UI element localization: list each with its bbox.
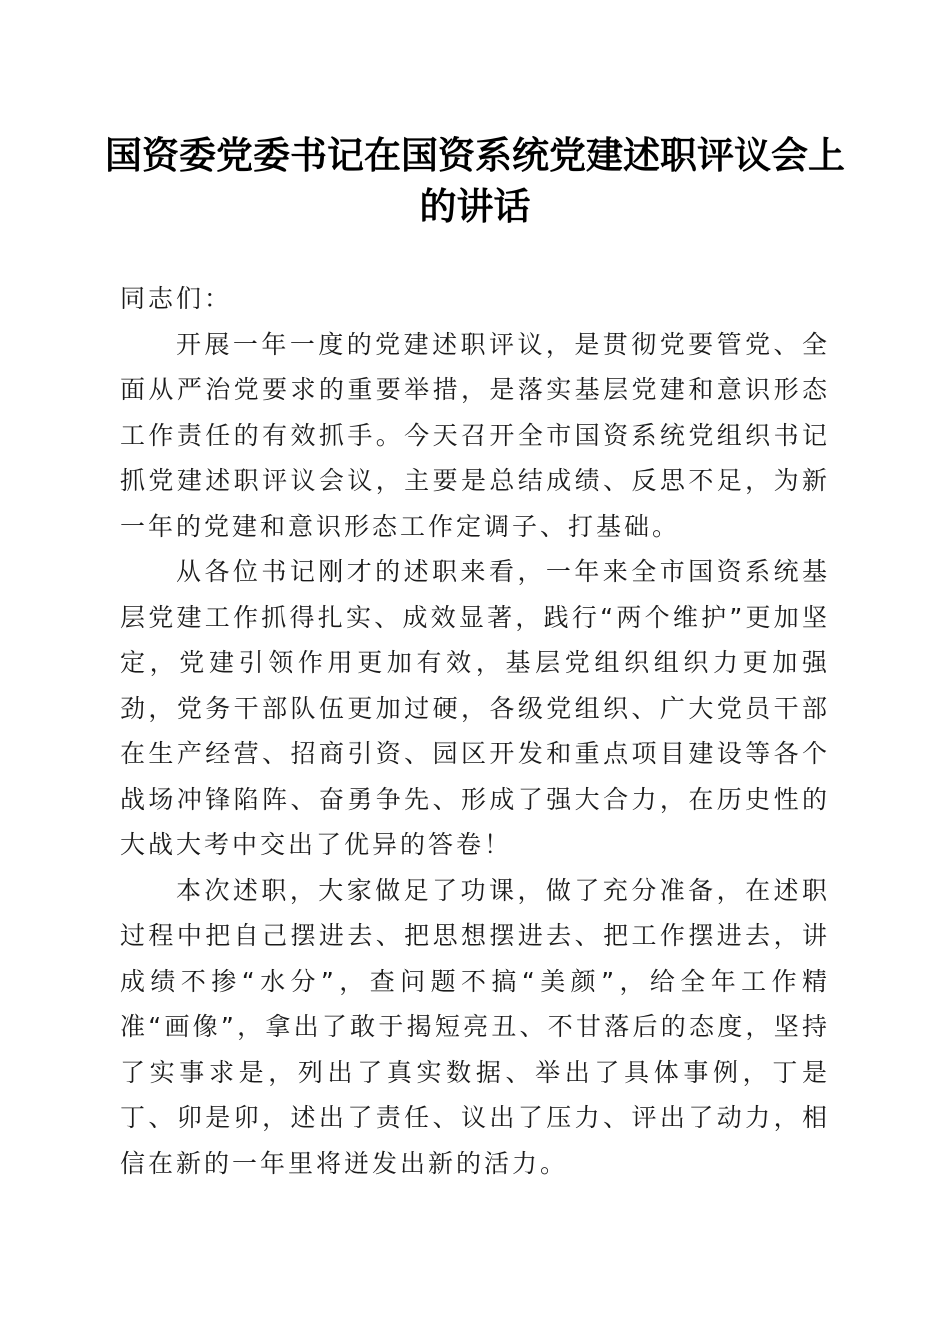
paragraph-1: 开展一年一度的党建述职评议，是贯彻党要管党、全面从严治党要求的重要举措，是落实基层党建和意识形态工作责任的有效抓手。今天召开全市国资系统党组织书记抓党建述职评议会议，主要是总结成绩、反思不足，为新一年的党建和意识形态工作定调子、打基础。 bbox=[120, 329, 830, 541]
title-line-1: 国资委党委书记在国资系统党建述职评议会上 bbox=[105, 133, 845, 177]
document-body bbox=[120, 276, 830, 1186]
document-title bbox=[100, 130, 850, 232]
paragraph-3: 本次述职，大家做足了功课，做了充分准备，在述职过程中把自己摆进去、把思想摆进去、把工作摆进去，讲成绩不掺“水分”，查问题不搞“美颜”，给全年工作精准“画像”，拿出了敢于揭短亮丑、不甘落后的态度，坚持了实事求是，列出了真实数据、举出了具体事例，丁是丁、卯是卯，述出了责任、议出了压力、评出了动力，相信在新的一年里将迸发出新的活力。 bbox=[120, 875, 830, 1178]
paragraph-2: 从各位书记刚才的述职来看，一年来全市国资系统基层党建工作抓得扎实、成效显著，践行“两个维护”更加坚定，党建引领作用更加有效，基层党组织组织力更加强劲，党务干部队伍更加过硬，各级党组织、广大党员干部在生产经营、招商引资、园区开发和重点项目建设等各个战场冲锋陷阵、奋勇争先、形成了强大合力，在历史性的大战大考中交出了优异的答卷！ bbox=[120, 557, 830, 859]
salutation: 同志们： bbox=[120, 284, 233, 313]
title-line-2: 的讲话 bbox=[419, 184, 531, 228]
